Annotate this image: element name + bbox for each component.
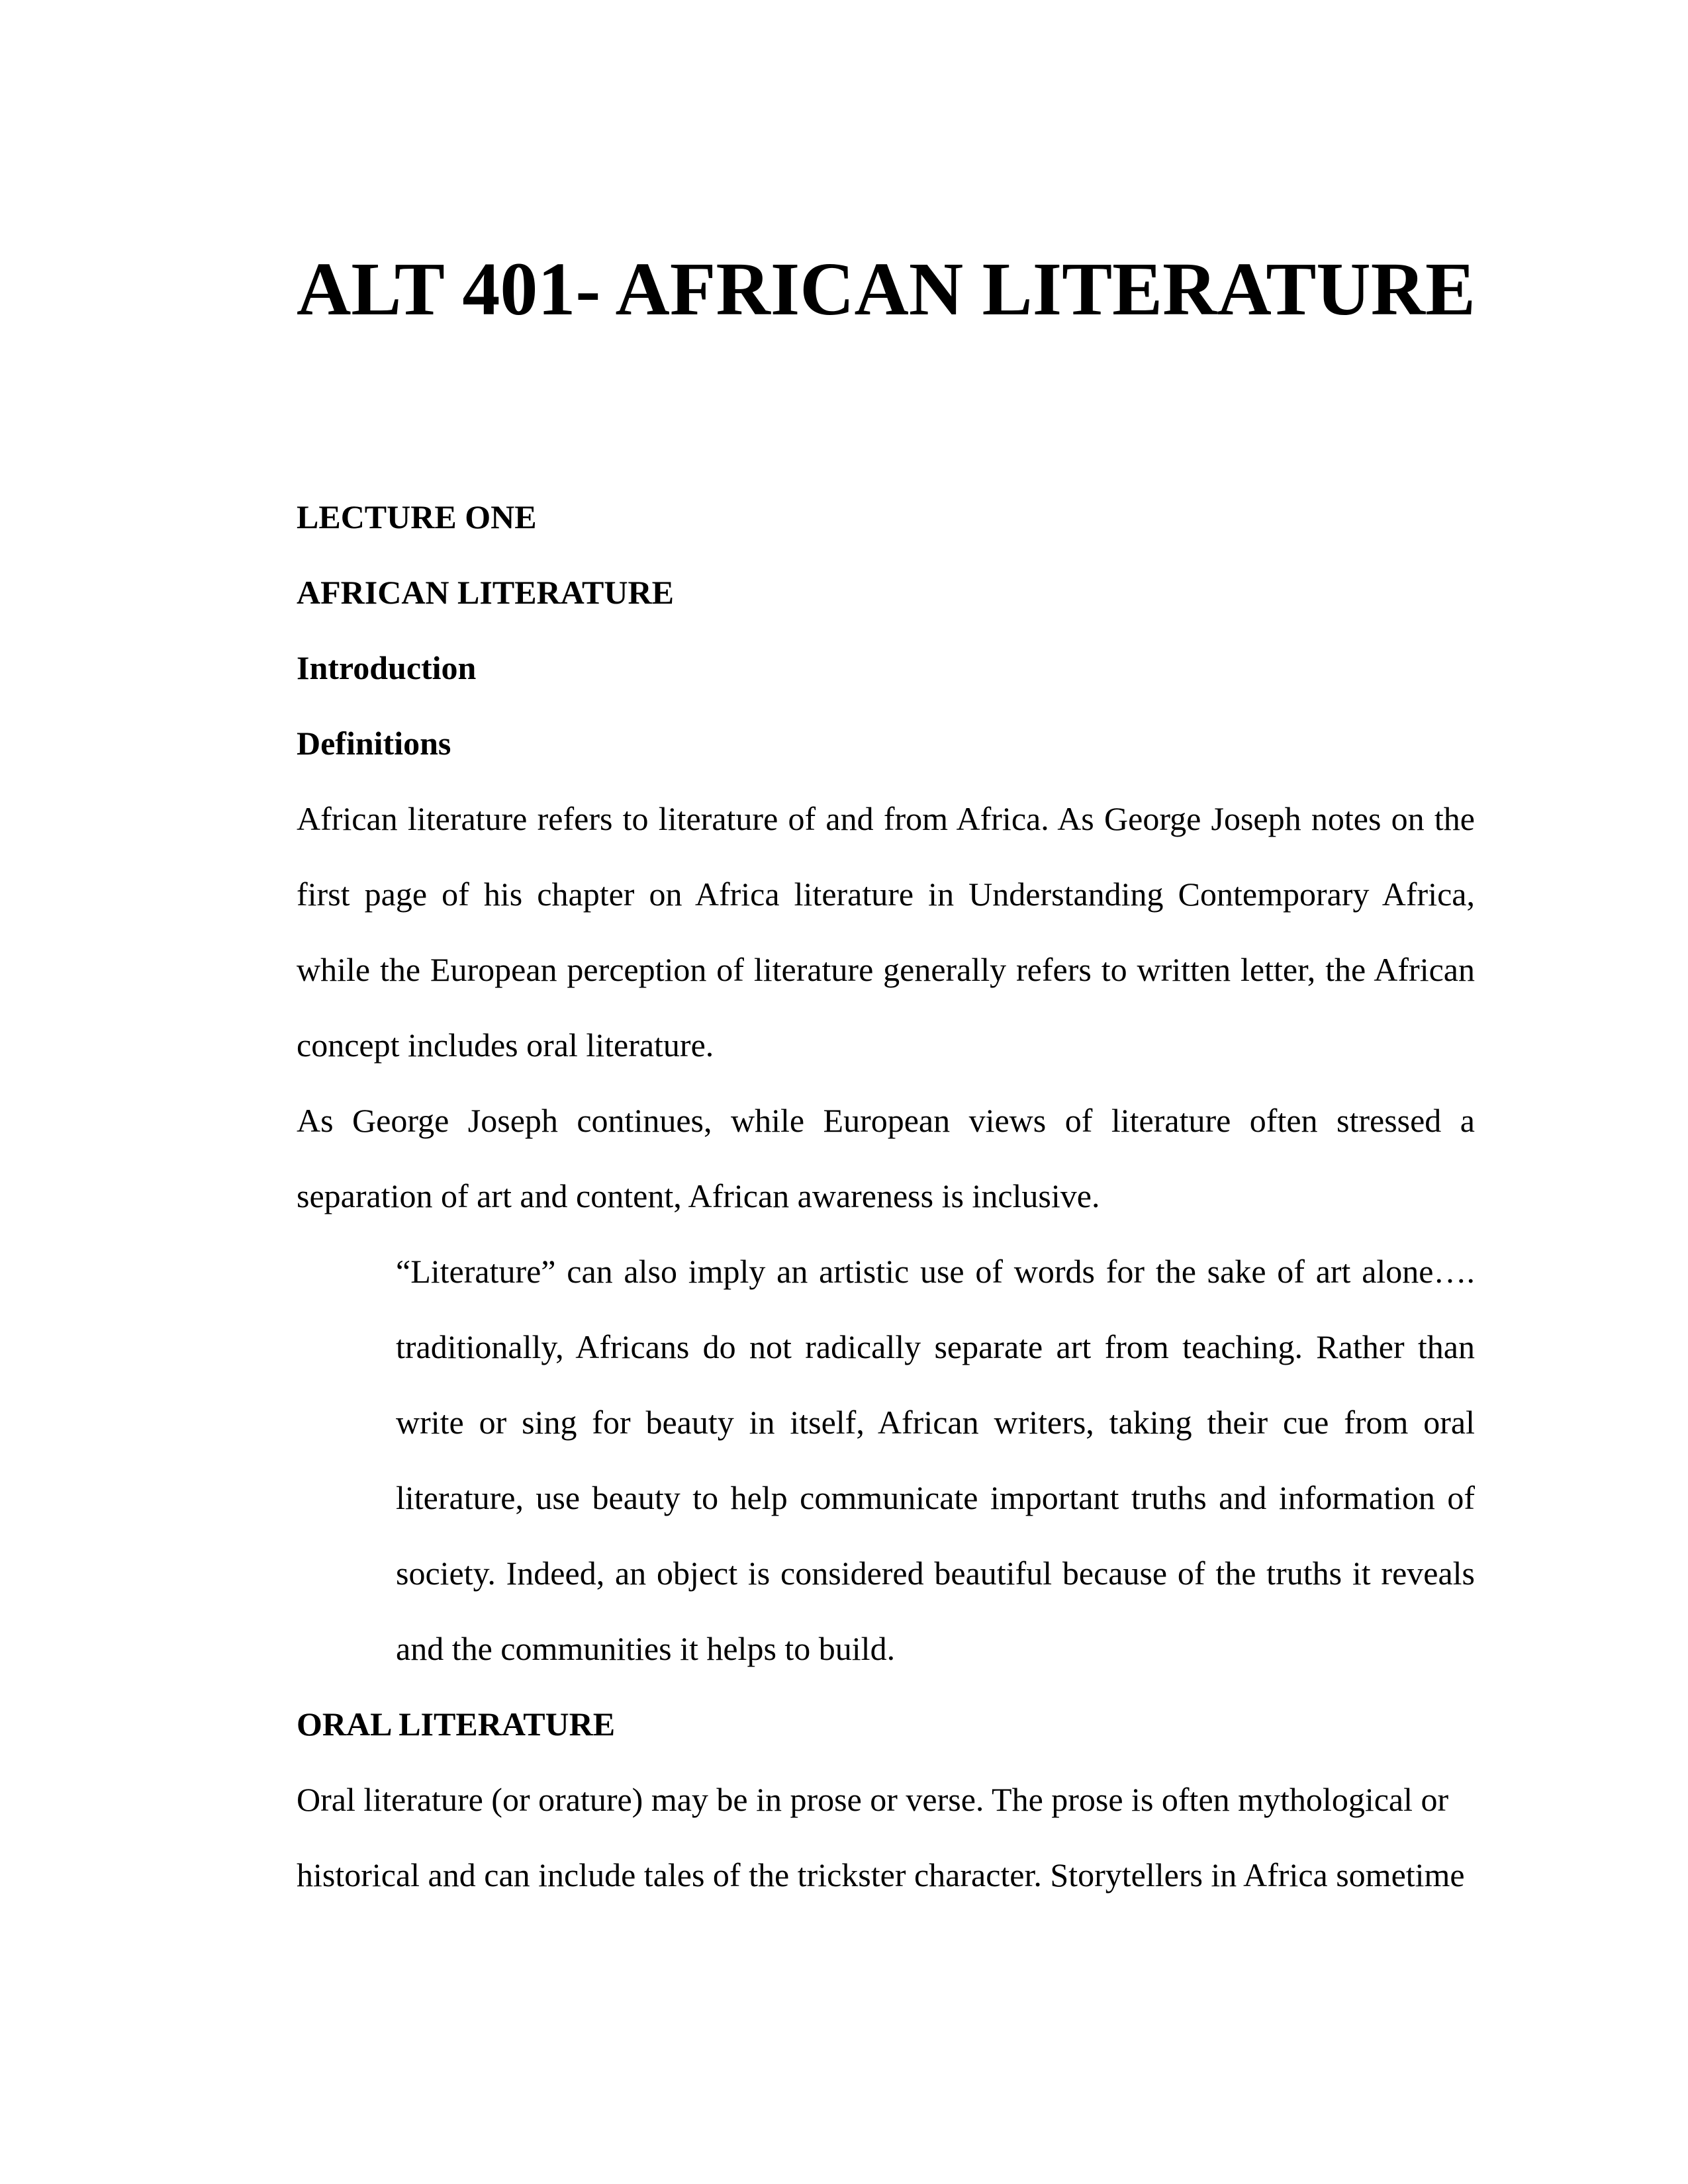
lecture-heading: LECTURE ONE (297, 498, 537, 535)
document-body (297, 479, 1475, 1913)
introduction-heading: Introduction (297, 649, 477, 686)
block-quote: “Literature” can also imply an artistic use of words for the sake of art alone…. traditionally, Africans do not radically separate art from teaching. Rather than write or sing for beauty in itself, African writers, taking their cue from oral literature, use beauty to help communicate important truths and information of society. Indeed, an object is considered beautiful because of the truths it reveals and the communities it helps to build. (396, 1253, 1475, 1667)
definitions-heading: Definitions (297, 725, 451, 762)
paragraph-oral-literature-continued: historical and can include tales of the trickster character. Storytellers in Africa sometime (297, 1856, 1465, 1893)
paragraph-oral-literature-text: Oral literature (or orature) may be in prose or verse. The prose is often mythological or (297, 1781, 1449, 1818)
paragraph-george-joseph: As George Joseph continues, while European views of literature often stressed a separation of art and content, African awareness is inclusive. (297, 1102, 1475, 1214)
document-title: ALT 401- AFRICAN LITERATURE (297, 247, 1476, 331)
paragraph-definition: African literature refers to literature of and from Africa. As George Joseph notes on the first page of his chapter on Africa literature in Understanding Contemporary Africa, while the European perception of literature generally refers to written letter, the African concept includes oral literature. (297, 800, 1475, 1064)
oral-literature-heading: ORAL LITERATURE (297, 1706, 616, 1743)
section-heading: AFRICAN LITERATURE (297, 574, 674, 611)
paragraph-oral-literature (297, 1762, 1475, 1913)
